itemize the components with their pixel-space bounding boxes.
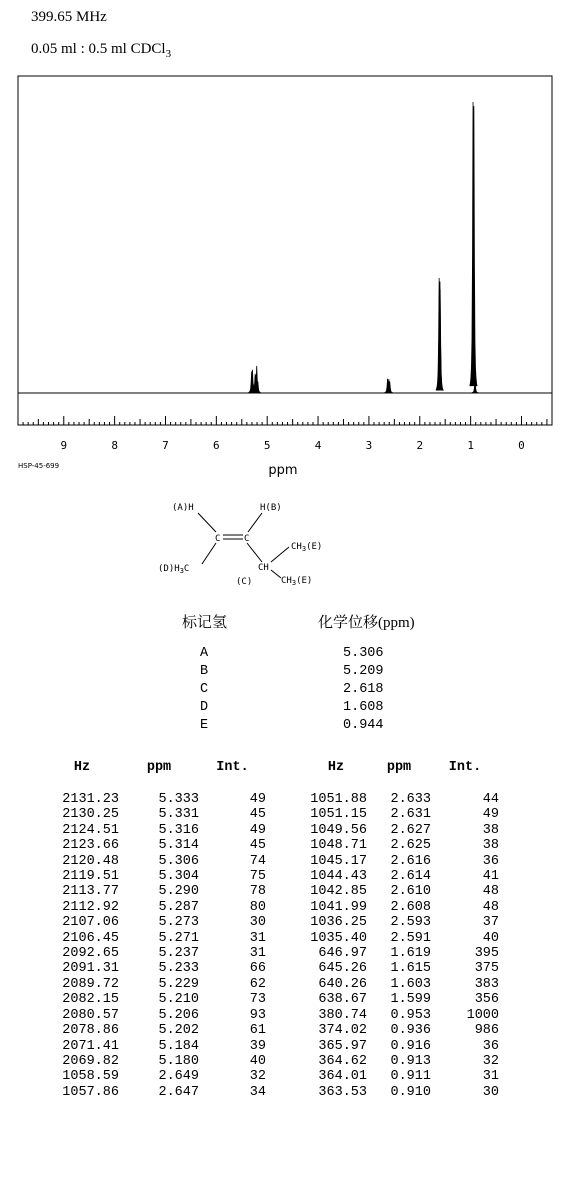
table-row bbox=[45, 792, 266, 807]
table-row bbox=[305, 946, 499, 961]
cell-int: 44 bbox=[482, 792, 499, 807]
cell-ppm: 2.614 bbox=[390, 869, 431, 885]
table-row bbox=[305, 1069, 499, 1084]
cell-hz: 1057.86 bbox=[62, 1084, 119, 1100]
assignment-table bbox=[200, 645, 384, 735]
cell-ppm: 2.633 bbox=[390, 792, 431, 807]
label-d-sub: 3 bbox=[179, 567, 184, 575]
cell-hz: 2082.15 bbox=[62, 992, 119, 1008]
cell-hz: 364.62 bbox=[318, 1053, 367, 1069]
assignment-shift: 0.944 bbox=[343, 718, 384, 733]
cell-ppm: 2.649 bbox=[158, 1069, 199, 1085]
cell-int: 39 bbox=[249, 1038, 266, 1054]
cell-ppm: 5.237 bbox=[158, 946, 199, 962]
cell-ppm: 5.287 bbox=[158, 899, 199, 915]
table-spacer bbox=[45, 778, 266, 792]
cell-hz: 2113.77 bbox=[62, 884, 119, 900]
cell-int: 30 bbox=[482, 1084, 499, 1100]
cell-ppm: 0.953 bbox=[390, 1007, 431, 1023]
cell-ppm: 5.333 bbox=[158, 792, 199, 807]
cell-ppm: 2.647 bbox=[158, 1084, 199, 1100]
cell-ppm: 0.936 bbox=[390, 1023, 431, 1039]
x-tick-label: 5 bbox=[263, 439, 271, 452]
cell-ppm: 0.916 bbox=[390, 1038, 431, 1054]
cell-hz: 2089.72 bbox=[62, 976, 119, 992]
assignment-shift: 2.618 bbox=[343, 682, 384, 697]
cell-ppm: 5.290 bbox=[158, 884, 199, 900]
cell-hz: 2106.45 bbox=[62, 930, 119, 946]
bond-ch-methyl-top bbox=[271, 547, 289, 562]
table-row bbox=[45, 961, 266, 976]
cell-int: 49 bbox=[249, 822, 266, 838]
cell-hz: 1041.99 bbox=[310, 899, 367, 915]
cell-ppm: 5.210 bbox=[158, 992, 199, 1008]
table-row bbox=[45, 946, 266, 961]
cell-int: 37 bbox=[482, 915, 499, 931]
assignment-table-body bbox=[200, 645, 384, 735]
cell-hz: 1049.56 bbox=[310, 822, 367, 838]
cell-hz: 1036.25 bbox=[310, 915, 367, 931]
molecule-bonds bbox=[198, 513, 289, 578]
table-row bbox=[45, 1085, 266, 1100]
cell-ppm: 1.603 bbox=[390, 976, 431, 992]
peak-table-left-body bbox=[45, 778, 266, 1100]
solvent-subscript: 3 bbox=[165, 48, 172, 60]
header-int: Int. bbox=[216, 760, 249, 775]
table-row bbox=[305, 915, 499, 930]
label-d-c: C bbox=[183, 564, 190, 574]
cell-ppm: 5.180 bbox=[158, 1053, 199, 1069]
table-row bbox=[45, 1023, 266, 1038]
cell-int: 986 bbox=[474, 1023, 499, 1039]
cell-hz: 1051.15 bbox=[310, 807, 367, 823]
cell-hz: 640.26 bbox=[318, 976, 367, 992]
cell-int: 75 bbox=[249, 869, 266, 885]
cell-int: 66 bbox=[249, 961, 266, 977]
table-row bbox=[45, 854, 266, 869]
cell-ppm: 0.911 bbox=[390, 1069, 431, 1085]
cell-int: 32 bbox=[482, 1053, 499, 1069]
cell-hz: 2107.06 bbox=[62, 915, 119, 931]
cell-hz: 2131.23 bbox=[62, 792, 119, 807]
label-b: H(B) bbox=[260, 503, 282, 513]
table-row bbox=[305, 931, 499, 946]
cell-ppm: 5.331 bbox=[158, 807, 199, 823]
table-row bbox=[305, 900, 499, 915]
cell-hz: 1044.43 bbox=[310, 869, 367, 885]
cell-hz: 364.01 bbox=[318, 1069, 367, 1085]
cell-int: 356 bbox=[474, 992, 499, 1008]
cell-hz: 1058.59 bbox=[62, 1069, 119, 1085]
cell-int: 36 bbox=[482, 1038, 499, 1054]
cell-ppm: 0.910 bbox=[390, 1084, 431, 1100]
x-tick-label: 9 bbox=[60, 439, 68, 452]
assignment-shift: 5.209 bbox=[343, 664, 384, 679]
table-row bbox=[45, 807, 266, 822]
cell-int: 80 bbox=[249, 899, 266, 915]
cell-int: 30 bbox=[249, 915, 266, 931]
cell-hz: 380.74 bbox=[318, 1007, 367, 1023]
x-axis-tick-labels bbox=[60, 439, 524, 452]
bond-hb bbox=[248, 513, 262, 532]
cell-ppm: 2.593 bbox=[390, 915, 431, 931]
table-row bbox=[305, 1008, 499, 1023]
cell-int: 31 bbox=[482, 1069, 499, 1085]
label-e-bottom-sub: 3 bbox=[291, 579, 297, 587]
header-hz: Hz bbox=[327, 760, 345, 775]
cell-hz: 2120.48 bbox=[62, 853, 119, 869]
cell-hz: 2080.57 bbox=[62, 1007, 119, 1023]
cell-int: 74 bbox=[249, 853, 266, 869]
label-d bbox=[158, 564, 189, 575]
header-int: Int. bbox=[448, 760, 482, 775]
x-tick-label: 8 bbox=[111, 439, 118, 452]
assignment-row bbox=[200, 663, 384, 681]
assignment-header-shift: 化学位移(ppm) bbox=[318, 615, 415, 631]
x-tick-label: 7 bbox=[162, 439, 169, 452]
bond-ch-methyl-bottom bbox=[271, 570, 281, 578]
header-ppm: ppm bbox=[386, 760, 412, 775]
x-tick-label: 4 bbox=[314, 439, 322, 452]
cell-int: 41 bbox=[482, 869, 499, 885]
table-row bbox=[45, 915, 266, 930]
table-spacer bbox=[305, 778, 499, 792]
cell-hz: 1045.17 bbox=[310, 853, 367, 869]
x-tick-label: 0 bbox=[518, 439, 525, 452]
cell-int: 375 bbox=[474, 961, 499, 977]
label-e-top-tag: (E) bbox=[306, 542, 323, 552]
cell-hz: 2091.31 bbox=[62, 961, 119, 977]
table-row bbox=[45, 1069, 266, 1084]
assignment-label: A bbox=[200, 646, 209, 661]
cell-ppm: 1.599 bbox=[390, 992, 431, 1008]
table-row bbox=[305, 884, 499, 899]
cell-ppm: 5.316 bbox=[158, 822, 199, 838]
cell-int: 40 bbox=[482, 930, 499, 946]
table-row bbox=[305, 1039, 499, 1054]
assignment-header-hydrogen: 标记氢 bbox=[182, 615, 228, 631]
cell-hz: 365.97 bbox=[318, 1038, 367, 1054]
cell-hz: 645.26 bbox=[318, 961, 367, 977]
cell-hz: 2092.65 bbox=[62, 946, 119, 962]
cell-int: 31 bbox=[249, 946, 266, 962]
cell-int: 395 bbox=[474, 946, 499, 962]
x-tick-label: 1 bbox=[467, 439, 474, 452]
cell-ppm: 5.306 bbox=[158, 853, 199, 869]
nmr-spectrum-chart bbox=[0, 0, 570, 490]
cell-int: 38 bbox=[482, 822, 499, 838]
label-e-top bbox=[291, 542, 322, 553]
atom-c2: C bbox=[244, 534, 250, 544]
assignment-label: E bbox=[200, 718, 209, 733]
table-row bbox=[305, 792, 499, 807]
cell-int: 45 bbox=[249, 838, 266, 854]
cell-hz: 1051.88 bbox=[310, 792, 367, 807]
cell-int: 48 bbox=[482, 884, 499, 900]
cell-int: 62 bbox=[249, 976, 266, 992]
label-c: (C) bbox=[236, 577, 253, 587]
cell-ppm: 1.615 bbox=[390, 961, 431, 977]
assignment-label: B bbox=[200, 664, 209, 679]
cell-ppm: 5.184 bbox=[158, 1038, 199, 1054]
cell-hz: 638.67 bbox=[318, 992, 367, 1008]
cell-int: 45 bbox=[249, 807, 266, 823]
table-row bbox=[305, 1085, 499, 1100]
assignment-row bbox=[200, 645, 384, 663]
cell-int: 31 bbox=[249, 930, 266, 946]
atom-ch: CH bbox=[258, 563, 269, 573]
cell-ppm: 5.273 bbox=[158, 915, 199, 931]
table-row bbox=[305, 838, 499, 853]
spectrometer-frequency: 399.65 MHz bbox=[31, 9, 107, 25]
x-tick-label: 6 bbox=[213, 439, 220, 452]
cell-hz: 2112.92 bbox=[62, 899, 119, 915]
peak-table-right-header bbox=[305, 758, 499, 778]
x-axis-label: ppm bbox=[268, 463, 298, 478]
cell-ppm: 2.625 bbox=[390, 838, 431, 854]
cell-ppm: 5.229 bbox=[158, 976, 199, 992]
cell-int: 61 bbox=[249, 1023, 266, 1039]
x-axis-ticks bbox=[18, 416, 552, 425]
cell-ppm: 5.314 bbox=[158, 838, 199, 854]
cell-hz: 1042.85 bbox=[310, 884, 367, 900]
cell-int: 383 bbox=[474, 976, 499, 992]
cell-ppm: 0.913 bbox=[390, 1053, 431, 1069]
x-tick-label: 2 bbox=[416, 439, 424, 452]
label-a: (A)H bbox=[172, 503, 194, 513]
cell-int: 34 bbox=[249, 1084, 266, 1100]
cell-ppm: 1.619 bbox=[390, 946, 431, 962]
atom-c1: C bbox=[215, 534, 221, 544]
assignment-shift: 5.306 bbox=[343, 646, 384, 661]
cell-int: 36 bbox=[482, 853, 499, 869]
peak-table-left bbox=[45, 758, 266, 1100]
cell-ppm: 2.627 bbox=[390, 822, 431, 838]
table-row bbox=[305, 807, 499, 822]
cell-ppm: 2.591 bbox=[390, 930, 431, 946]
cell-hz: 646.97 bbox=[318, 946, 367, 962]
cell-ppm: 5.206 bbox=[158, 1007, 199, 1023]
x-tick-label: 3 bbox=[365, 439, 373, 452]
table-row bbox=[45, 1039, 266, 1054]
table-row bbox=[45, 838, 266, 853]
table-row bbox=[45, 977, 266, 992]
table-row bbox=[305, 823, 499, 838]
table-row bbox=[45, 869, 266, 884]
table-row bbox=[45, 992, 266, 1007]
cell-ppm: 5.271 bbox=[158, 930, 199, 946]
cell-ppm: 2.616 bbox=[390, 853, 431, 869]
cell-ppm: 5.202 bbox=[158, 1023, 199, 1039]
label-e-top-ch: CH bbox=[291, 542, 302, 552]
label-e-bottom-ch: CH bbox=[281, 576, 292, 586]
label-e-top-sub: 3 bbox=[301, 545, 307, 553]
table-row bbox=[305, 961, 499, 976]
table-row bbox=[45, 1008, 266, 1023]
cell-hz: 363.53 bbox=[318, 1084, 367, 1100]
spectrum-peaks bbox=[248, 102, 478, 393]
cell-int: 49 bbox=[249, 792, 266, 807]
assignment-label: C bbox=[200, 682, 209, 697]
bond-c2-ch bbox=[247, 543, 262, 562]
cell-ppm: 5.233 bbox=[158, 961, 199, 977]
cell-ppm: 5.304 bbox=[158, 869, 199, 885]
cell-hz: 2123.66 bbox=[62, 838, 119, 854]
table-row bbox=[305, 1023, 499, 1038]
table-row bbox=[305, 977, 499, 992]
table-row bbox=[305, 854, 499, 869]
cell-ppm: 2.631 bbox=[390, 807, 431, 823]
bond-c1-methyl bbox=[202, 543, 216, 564]
header-ppm: ppm bbox=[146, 760, 172, 775]
peak-table-right bbox=[305, 758, 499, 1100]
cell-hz: 2119.51 bbox=[62, 869, 119, 885]
cell-ppm: 2.610 bbox=[390, 884, 431, 900]
label-e-bottom bbox=[281, 576, 312, 587]
table-row bbox=[45, 1054, 266, 1069]
cell-int: 1000 bbox=[466, 1007, 499, 1023]
table-row bbox=[45, 931, 266, 946]
assignment-row bbox=[200, 699, 384, 717]
assignment-shift: 1.608 bbox=[343, 700, 384, 715]
assignment-row bbox=[200, 717, 384, 735]
cell-int: 49 bbox=[482, 807, 499, 823]
cell-ppm: 2.608 bbox=[390, 899, 431, 915]
cell-int: 73 bbox=[249, 992, 266, 1008]
cell-int: 78 bbox=[249, 884, 266, 900]
cell-hz: 1048.71 bbox=[310, 838, 367, 854]
assignment-row bbox=[200, 681, 384, 699]
cell-hz: 2071.41 bbox=[62, 1038, 119, 1054]
molecule-structure bbox=[150, 498, 350, 593]
cell-hz: 374.02 bbox=[318, 1023, 367, 1039]
peak-table-right-body bbox=[305, 778, 499, 1100]
cell-int: 40 bbox=[249, 1053, 266, 1069]
cell-hz: 2124.51 bbox=[62, 822, 119, 838]
table-row bbox=[45, 823, 266, 838]
cell-hz: 2069.82 bbox=[62, 1053, 119, 1069]
solvent-text: 0.05 ml : 0.5 ml CDCl bbox=[31, 41, 166, 57]
label-d-h: (D)H bbox=[158, 564, 180, 574]
assignment-label: D bbox=[200, 700, 209, 715]
cell-hz: 1035.40 bbox=[310, 930, 367, 946]
cell-int: 38 bbox=[482, 838, 499, 854]
table-row bbox=[45, 900, 266, 915]
cell-int: 93 bbox=[249, 1007, 266, 1023]
label-e-bottom-tag: (E) bbox=[296, 576, 313, 586]
cell-int: 48 bbox=[482, 899, 499, 915]
cell-hz: 2078.86 bbox=[62, 1023, 119, 1039]
table-row bbox=[305, 1054, 499, 1069]
header-hz: Hz bbox=[73, 760, 91, 775]
peak-table-left-header bbox=[45, 758, 266, 778]
cell-int: 32 bbox=[249, 1069, 266, 1085]
cell-hz: 2130.25 bbox=[62, 807, 119, 823]
table-row bbox=[305, 869, 499, 884]
table-row bbox=[305, 992, 499, 1007]
sample-code: HSP-45-699 bbox=[18, 462, 60, 470]
table-row bbox=[45, 884, 266, 899]
bond-ha bbox=[198, 513, 216, 532]
